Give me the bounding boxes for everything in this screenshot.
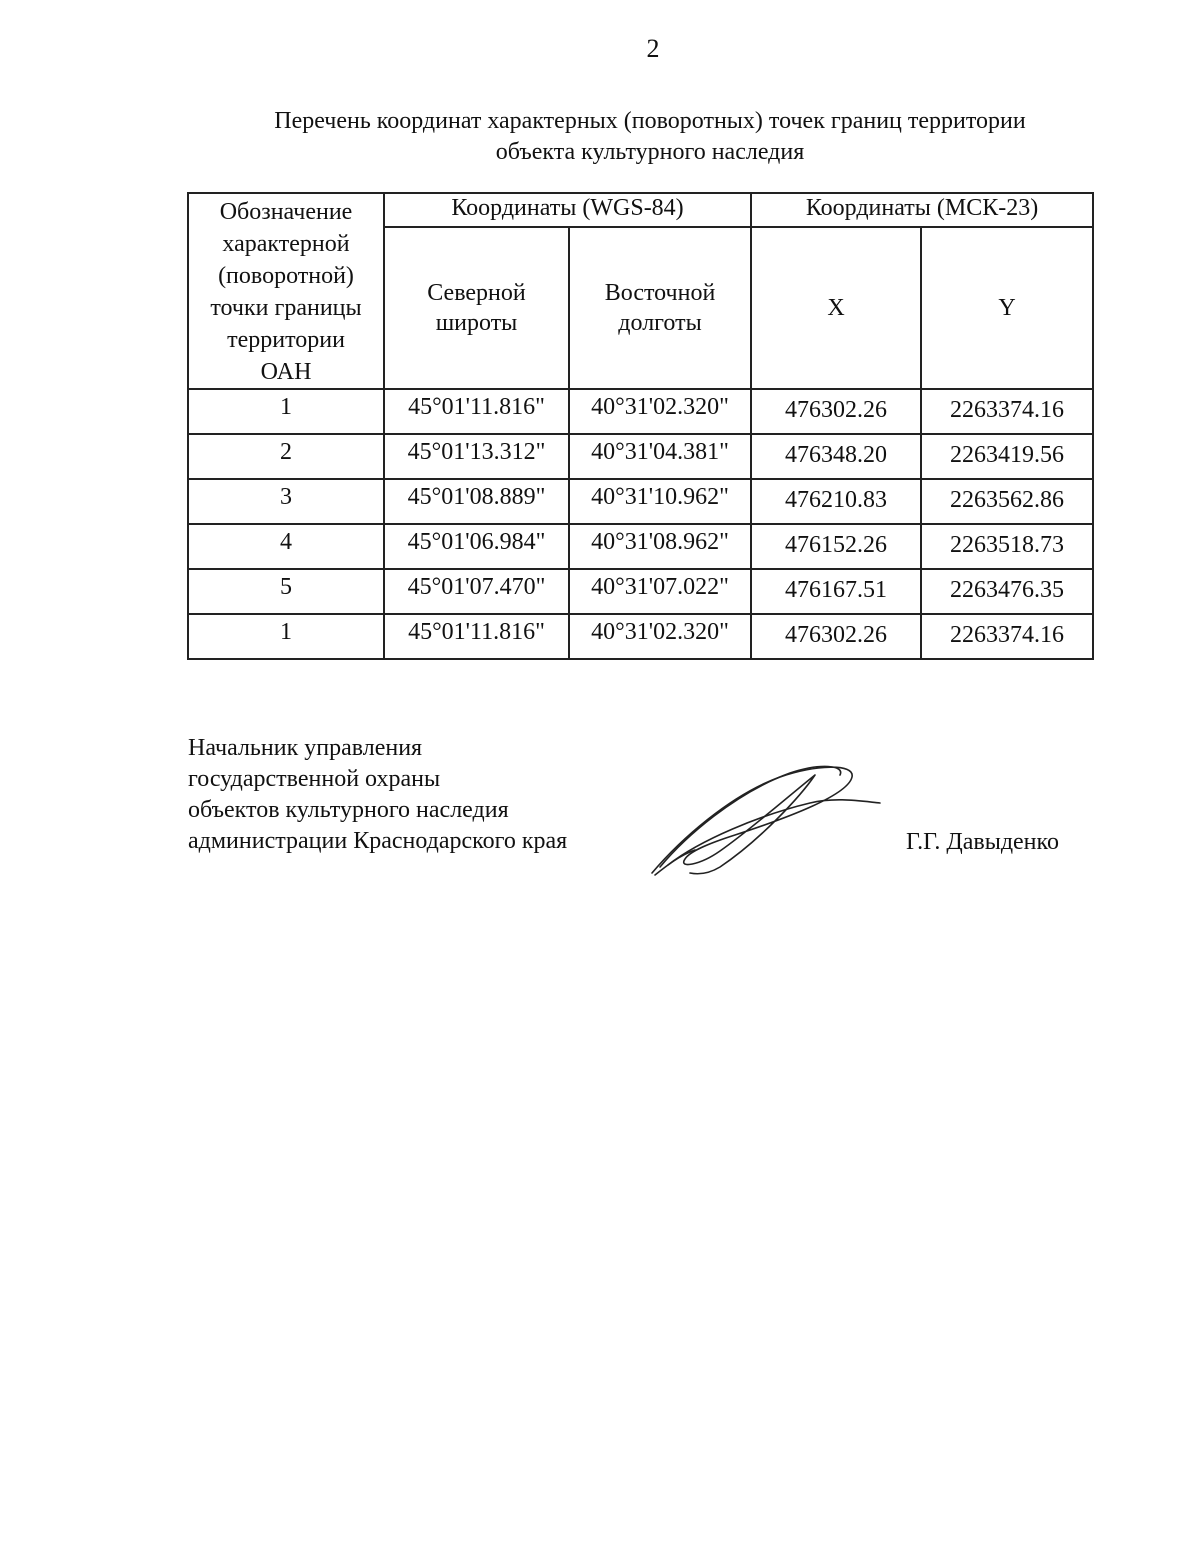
table-row — [188, 479, 1093, 524]
cell-x: 476302.26 — [751, 614, 921, 659]
cell-x: 476167.51 — [751, 569, 921, 614]
title-line-1: Перечень координат характерных (поворотных) точек границ территории — [274, 108, 1026, 134]
cell-point: 4 — [188, 524, 384, 569]
cell-point: 5 — [188, 569, 384, 614]
header-point-designation: Обозначение характерной (поворотной) точки границы территории ОАН — [188, 193, 384, 389]
cell-point: 1 — [188, 614, 384, 659]
cell-point: 1 — [188, 389, 384, 434]
signer-name: Г.Г. Давыденко — [906, 829, 1059, 855]
position-line: Начальник управления — [188, 735, 423, 761]
cell-y: 2263476.35 — [921, 569, 1093, 614]
page-number: 2 — [646, 34, 660, 63]
handwritten-signature — [640, 755, 890, 885]
cell-longitude: 40°31'08.962" — [569, 524, 751, 569]
cell-latitude: 45°01'13.312" — [384, 434, 569, 479]
header-wgs84-group: Координаты (WGS-84) — [384, 193, 751, 227]
header-east-longitude: Восточной долготы — [569, 227, 751, 389]
cell-longitude: 40°31'02.320" — [569, 389, 751, 434]
document-title — [205, 106, 1095, 168]
coordinates-table — [187, 192, 1094, 660]
title-line-2: объекта культурного наследия — [495, 139, 805, 165]
cell-latitude: 45°01'11.816" — [384, 614, 569, 659]
cell-y: 2263374.16 — [921, 389, 1093, 434]
cell-y: 2263374.16 — [921, 614, 1093, 659]
cell-latitude: 45°01'11.816" — [384, 389, 569, 434]
position-line: администрации Краснодарского края — [188, 828, 568, 854]
cell-latitude: 45°01'08.889" — [384, 479, 569, 524]
cell-latitude: 45°01'06.984" — [384, 524, 569, 569]
table-row — [188, 614, 1093, 659]
cell-longitude: 40°31'02.320" — [569, 614, 751, 659]
table-row — [188, 569, 1093, 614]
cell-x: 476302.26 — [751, 389, 921, 434]
position-line: объектов культурного наследия — [188, 797, 509, 823]
position-line: государственной охраны — [188, 766, 441, 792]
table-row — [188, 434, 1093, 479]
cell-point: 3 — [188, 479, 384, 524]
table-row — [188, 389, 1093, 434]
table-row — [188, 524, 1093, 569]
header-north-latitude: Северной широты — [384, 227, 569, 389]
cell-y: 2263562.86 — [921, 479, 1093, 524]
cell-longitude: 40°31'10.962" — [569, 479, 751, 524]
cell-x: 476152.26 — [751, 524, 921, 569]
cell-latitude: 45°01'07.470" — [384, 569, 569, 614]
cell-x: 476210.83 — [751, 479, 921, 524]
cell-y: 2263518.73 — [921, 524, 1093, 569]
cell-longitude: 40°31'07.022" — [569, 569, 751, 614]
signer-position — [188, 733, 567, 857]
cell-y: 2263419.56 — [921, 434, 1093, 479]
header-x: X — [751, 227, 921, 389]
header-msk23-group: Координаты (МСК-23) — [751, 193, 1093, 227]
header-y: Y — [921, 227, 1093, 389]
cell-x: 476348.20 — [751, 434, 921, 479]
cell-point: 2 — [188, 434, 384, 479]
cell-longitude: 40°31'04.381" — [569, 434, 751, 479]
